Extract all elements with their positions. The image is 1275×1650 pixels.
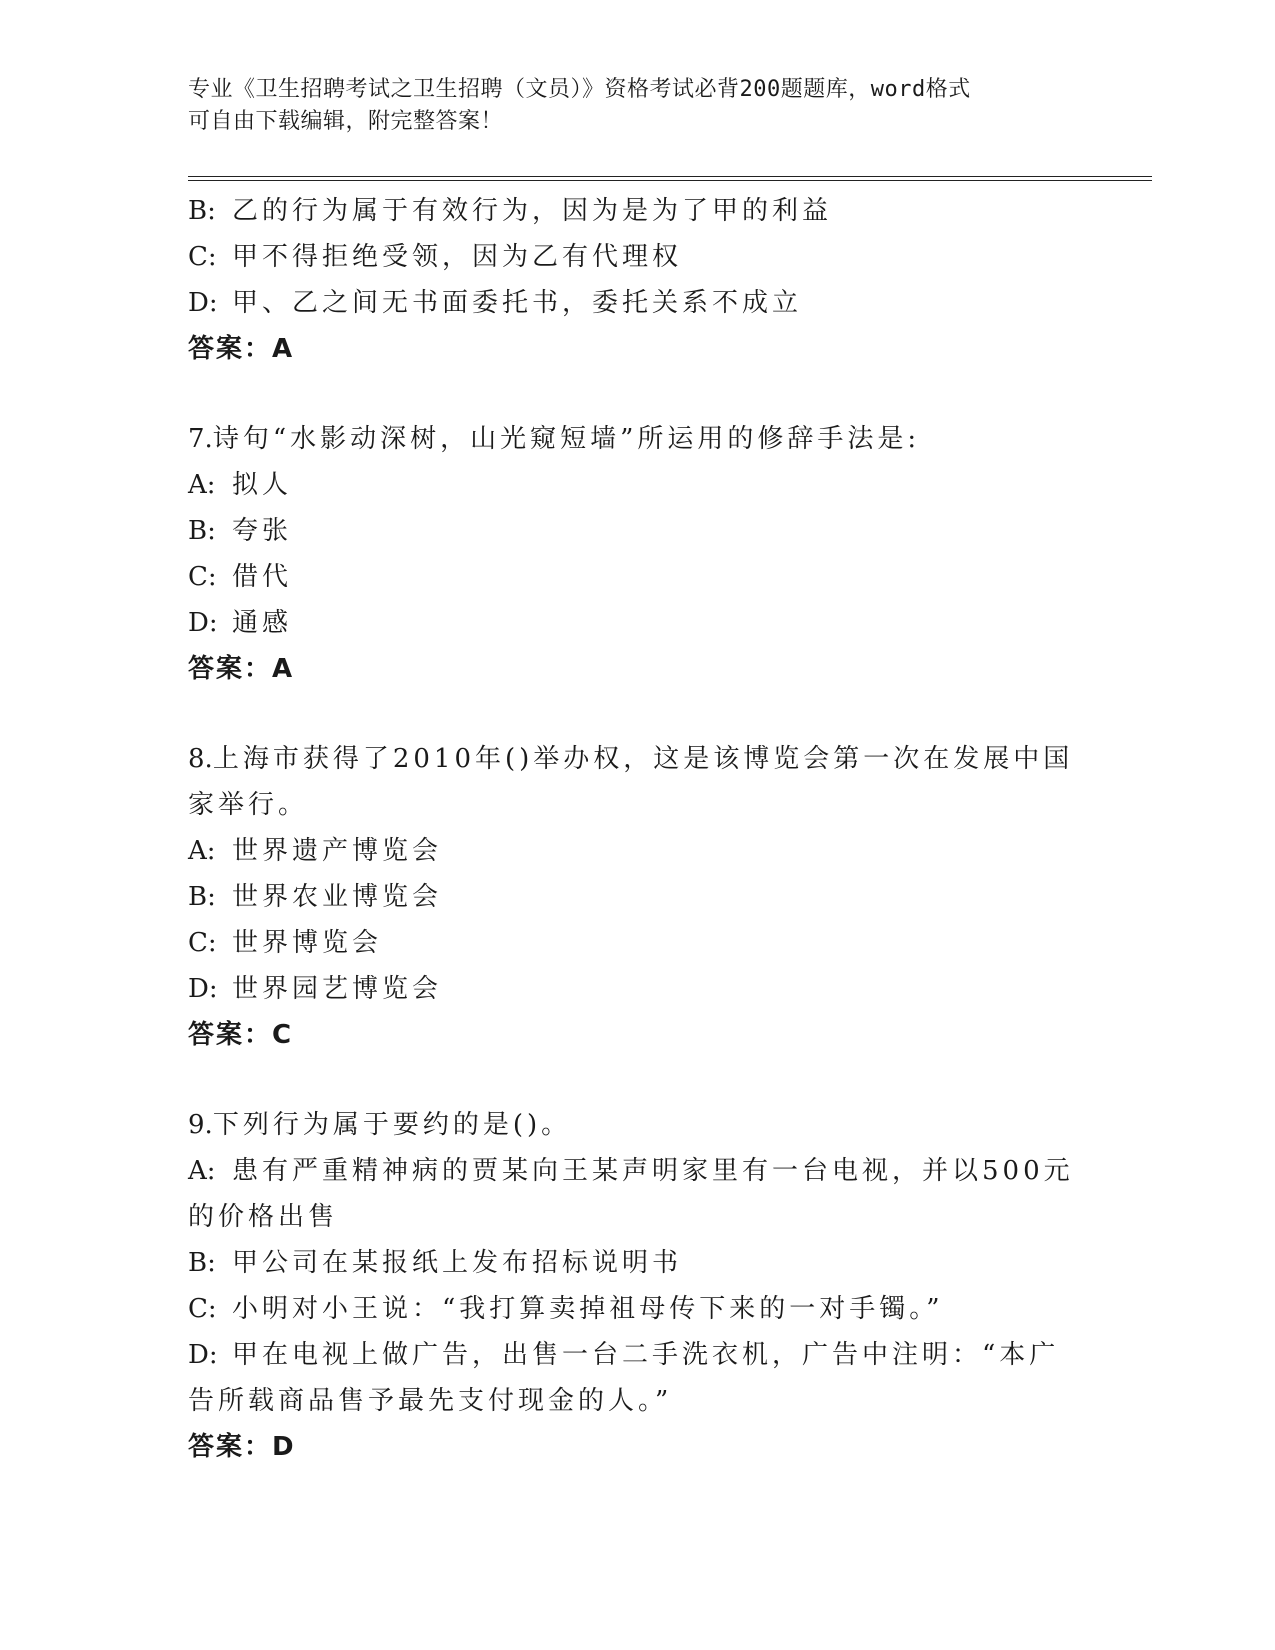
question-stem (188, 736, 1078, 828)
header-title-line-1: 专业《卫生招聘考试之卫生招聘（文员）》资格考试必背200题题库，word格式 (188, 77, 971, 102)
option-text: 患有严重精神病的贾某向王某声明家里有一台电视，并以500元的价格出售 (188, 1156, 1074, 1232)
option-text: 世界农业博览会 (232, 882, 443, 912)
option-text: 乙的行为属于有效行为，因为是为了甲的利益 (232, 196, 833, 226)
option-text: 甲、乙之间无书面委托书，委托关系不成立 (232, 288, 803, 318)
option-label: D: (188, 1340, 218, 1370)
question-list (188, 188, 1078, 1470)
question-block-9 (188, 1102, 1078, 1470)
option-a (188, 462, 1078, 508)
option-b (188, 188, 1078, 234)
option-d (188, 1332, 1078, 1424)
option-d (188, 966, 1078, 1012)
option-label: D: (188, 288, 218, 318)
answer-line: 答案：A (188, 654, 295, 684)
option-text: 世界博览会 (232, 928, 383, 958)
question-number: 8. (188, 744, 213, 774)
option-text: 借代 (232, 562, 293, 592)
option-label: B: (188, 882, 216, 912)
question-block-8 (188, 736, 1078, 1058)
option-label: D: (188, 974, 218, 1004)
option-c (188, 1286, 1078, 1332)
answer-line: 答案：A (188, 334, 295, 364)
document-header (188, 74, 1068, 138)
option-c (188, 234, 1078, 280)
question-text: 下列行为属于要约的是()。 (212, 1110, 572, 1140)
option-label: A: (188, 470, 216, 500)
option-label: B: (188, 516, 216, 546)
question-text: 上海市获得了2010年()举办权，这是该博览会第一次在发展中国家举行。 (188, 744, 1074, 820)
option-label: C: (188, 1294, 217, 1324)
header-title-line-2: 可自由下载编辑，附完整答案！ (188, 109, 504, 134)
question-stem (188, 1102, 1078, 1148)
option-b (188, 508, 1078, 554)
option-text: 夸张 (232, 516, 293, 546)
option-text: 通感 (232, 608, 293, 638)
option-label: A: (188, 836, 216, 866)
option-b (188, 1240, 1078, 1286)
option-label: A: (188, 1156, 216, 1186)
option-c (188, 554, 1078, 600)
option-a (188, 828, 1078, 874)
option-text: 甲在电视上做广告，出售一台二手洗衣机，广告中注明：“本广告所载商品售予最先支付现金的人。” (188, 1340, 1060, 1416)
answer-line: 答案：C (188, 1020, 294, 1050)
option-label: C: (188, 562, 217, 592)
option-b (188, 874, 1078, 920)
option-text: 甲公司在某报纸上发布招标说明书 (232, 1248, 683, 1278)
question-text: 诗句“水影动深树，山光窥短墙”所运用的修辞手法是: (212, 424, 921, 454)
option-label: C: (188, 242, 217, 272)
option-text: 拟人 (232, 470, 293, 500)
option-label: B: (188, 1248, 216, 1278)
question-number: 9. (188, 1110, 213, 1140)
option-text: 世界遗产博览会 (232, 836, 443, 866)
option-text: 世界园艺博览会 (232, 974, 443, 1004)
question-number: 7. (188, 424, 213, 454)
option-label: C: (188, 928, 217, 958)
option-text: 小明对小王说：“我打算卖掉祖母传下来的一对手镯。” (232, 1294, 944, 1324)
header-divider (188, 176, 1152, 181)
question-stem (188, 416, 1078, 462)
option-d (188, 280, 1078, 326)
option-text: 甲不得拒绝受领，因为乙有代理权 (232, 242, 683, 272)
answer-line: 答案：D (188, 1432, 296, 1462)
option-label: D: (188, 608, 218, 638)
option-c (188, 920, 1078, 966)
question-block-7 (188, 416, 1078, 692)
question-block-partial (188, 188, 1078, 372)
option-label: B: (188, 196, 216, 226)
option-a (188, 1148, 1078, 1240)
option-d (188, 600, 1078, 646)
